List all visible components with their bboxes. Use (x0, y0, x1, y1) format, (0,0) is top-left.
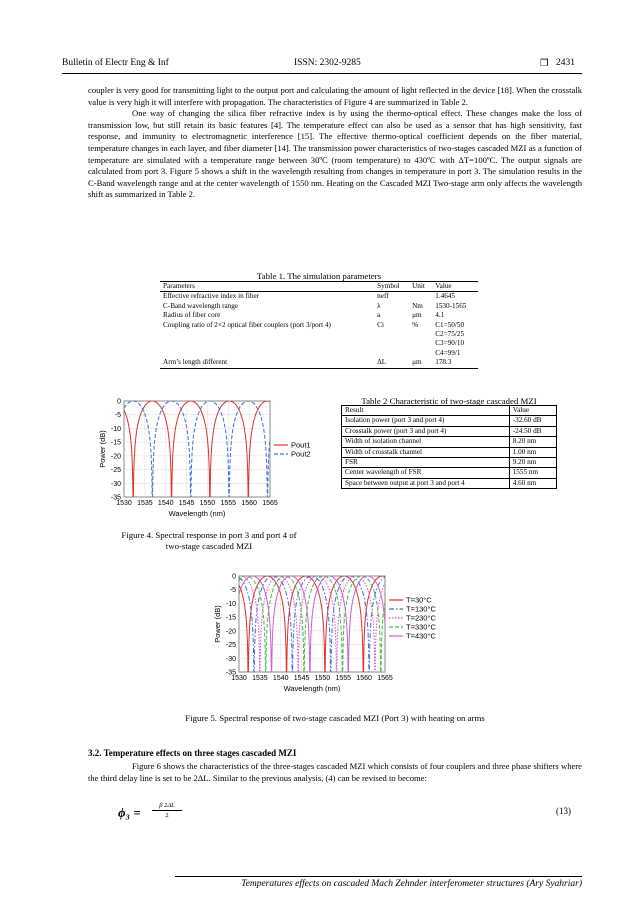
legend-label: T=430°C (406, 631, 436, 641)
table-row (342, 458, 557, 468)
table1-cell: Arm’s length different (163, 358, 228, 367)
table1-header: Symbol (377, 282, 400, 290)
table-row (160, 349, 478, 358)
table1-header: Value (435, 282, 452, 290)
table2-cell: Center wavelength of FSR (342, 468, 510, 478)
table2-cell: Space between output at port 3 and port 4 (342, 478, 510, 488)
figure4-chart (90, 395, 330, 525)
table2-cell: Width of crosstalk channel (342, 447, 510, 457)
equation-numerator: β 2ΔL (152, 802, 182, 811)
table-row (160, 311, 478, 320)
figure5-caption: Figure 5. Spectral response of two-stage cascaded MZI (Port 3) with heating on arms (185, 713, 485, 723)
table1-cell (374, 330, 409, 339)
x-tick-label: 1535 (137, 500, 153, 507)
table2-cell: 1.00 nm (509, 447, 556, 457)
figure4 (90, 395, 330, 530)
y-tick-label: -15 (225, 614, 236, 622)
table1-cell (409, 339, 432, 348)
table1-cell: neff (377, 292, 389, 301)
y-tick-label: -35 (225, 669, 236, 677)
table-row (342, 437, 557, 447)
equation-number: (13) (556, 806, 571, 816)
table-row (160, 330, 478, 339)
header-rule (62, 73, 582, 74)
y-tick-label: 0 (232, 573, 236, 581)
legend-label: Pout1 (291, 440, 311, 450)
journal-name: Bulletin of Electr Eng & Inf (62, 58, 169, 68)
y-tick-label: -5 (114, 412, 121, 420)
table1-cell (374, 339, 409, 348)
legend-label: T=330°C (406, 622, 436, 632)
table-row (342, 426, 557, 436)
x-tick-label: 1555 (220, 500, 237, 507)
table1-cell (160, 339, 374, 348)
table-row (160, 292, 478, 302)
table1-cell: C3=90/10 (435, 339, 465, 348)
table2 (341, 405, 557, 489)
paragraph-3: Figure 6 shows the characteristics of the three-stages cascaded MZI which consists of four couplers and three phase shifters where the third delay line is set to be 2ΔL. Similar to the previous analysis, (4) can be revised to become: (88, 761, 582, 783)
table2-cell: -24.50 dB (509, 426, 556, 436)
table1-cell: Nm (412, 301, 423, 310)
table1-cell: 178.3 (435, 358, 452, 367)
equation-denominator: 2 (165, 812, 169, 819)
table2-cell: Isolation power (port 3 and port 4) (342, 416, 510, 426)
table1-cell: 4.1 (435, 311, 445, 320)
table1-cell: 1.4645 (435, 292, 455, 301)
box-icon: ❒ (540, 59, 549, 69)
figure4-caption-line1: Figure 4. Spectral response in port 3 and port 4 of (121, 530, 297, 540)
table1-cell: Radius of fiber core (163, 311, 221, 320)
legend-label: T=30°C (406, 595, 432, 605)
x-tick-label: 1540 (157, 500, 174, 507)
table1-cell (409, 292, 432, 302)
table1-cell: Ci (377, 320, 384, 329)
page-number: 2431 (556, 58, 575, 68)
table2-cell: -32.60 dB (509, 416, 556, 426)
table1-cell (374, 349, 409, 358)
table2-cell: 4.60 nm (509, 478, 556, 488)
x-tick-label: 1550 (314, 675, 331, 682)
legend-label: T=130°C (406, 604, 436, 614)
table1-cell (409, 349, 432, 358)
x-tick-label: 1545 (293, 675, 310, 682)
x-tick-label: 1555 (335, 675, 352, 682)
paragraph-1: coupler is very good for transmitting light to the output port and calculating the amount of light reflected in the device [18]. When the crosstalk value is very high it will interfere with propagation. The characteristics of Figure 4 are summarized in Table 2. (88, 85, 582, 107)
y-tick-label: -25 (225, 642, 236, 650)
table1-cell: C2=75/25 (435, 330, 465, 339)
issn: ISSN: 2302-9285 (294, 58, 361, 68)
table-row (342, 447, 557, 457)
x-tick-label: 1560 (356, 675, 372, 682)
table1-cell: % (412, 320, 419, 329)
table-row (342, 478, 557, 488)
table2-header: Value (509, 406, 556, 416)
table2-cell: 9.20 nm (509, 458, 556, 468)
section-title: 3.2. Temperature effects on three stages cascaded MZI (88, 748, 297, 758)
y-tick-label: -5 (229, 587, 236, 595)
table2-header-row (342, 406, 557, 416)
table-row (342, 468, 557, 478)
x-axis-label: Wavelength (nm) (168, 509, 226, 518)
y-tick-label: -20 (110, 453, 121, 461)
table1-cell: μm (412, 358, 422, 367)
table2-cell: 8.20 nm (509, 437, 556, 447)
footer-rule (175, 876, 582, 877)
y-tick-label: 0 (117, 398, 121, 406)
page-footer: Temperatures effects on cascaded Mach Zehnder interferometer structures (Ary Syahriar) (241, 879, 582, 889)
figure4-caption (96, 530, 322, 552)
table1-cell: Effective refractive index in fiber (163, 292, 260, 301)
figure4-caption-line2: two-stage cascaded MZI (165, 541, 253, 551)
x-tick-label: 1530 (116, 500, 132, 507)
x-tick-label: 1550 (199, 500, 216, 507)
table-row (160, 302, 478, 311)
y-tick-label: -15 (110, 439, 121, 447)
x-tick-label: 1540 (272, 675, 289, 682)
table1-cell (409, 330, 432, 339)
legend-label: Pout2 (291, 449, 311, 459)
table1-cell (160, 349, 374, 358)
body-text (88, 85, 582, 201)
x-tick-label: 1560 (241, 500, 257, 507)
table1-cell: ΔL (377, 358, 387, 367)
table-row (160, 321, 478, 330)
y-axis-label: Power (dB) (98, 430, 107, 468)
y-tick-label: -35 (110, 494, 121, 502)
x-tick-label: 1535 (252, 675, 268, 682)
table1-header: Parameters (163, 282, 195, 290)
table2-cell: 1555 nm (509, 468, 556, 478)
y-tick-label: -10 (110, 425, 121, 433)
y-tick-label: -30 (110, 480, 121, 488)
table1-header: Unit (412, 282, 425, 290)
table1-cell: C1=50/50 (435, 320, 465, 329)
figure5 (205, 568, 455, 705)
x-axis-label: Wavelength (nm) (283, 684, 341, 693)
table2-header: Result (342, 406, 510, 416)
equation-lhs: ϕ₃ = (118, 805, 141, 820)
table1-cell: 1530-1565 (435, 301, 467, 310)
table2-cell: Crosstalk power (port 3 and port 4) (342, 426, 510, 436)
y-tick-label: -10 (225, 600, 236, 608)
table-row (160, 358, 478, 368)
table1-cell: λ (377, 301, 381, 310)
y-axis-label: Power (dB) (213, 605, 222, 643)
x-tick-label: 1530 (231, 675, 247, 682)
page-header (62, 58, 582, 72)
x-tick-label: 1565 (262, 500, 278, 507)
table1-cell: C4=99/1 (435, 348, 461, 357)
paragraph-2: One way of changing the silica fiber refractive index is by using the thermo-optical effect. These changes make the loss of transmission low, but still retain its basic features [4]. The temperature effect can also be used as a sensor that has high sensitivity, fast response, and immunity to electromagnetic interference [15]. The effective thermo-optical coefficient depends on the fiber material, temperature changes in each layer, and fiber diameter [14]. The transmission power characteristics of two-stages cascaded MZI as a function of temperature are simulated with a temperature range between 30ºC (room temperature) to 430ºC with ΔT=100ºC. The output signals are calculated from port 3. Figure 5 shows a shift in the wavelength resulting from changes in temperature in port 3. The simulation results in the C-Band wavelength range and at the center wavelength of 1550 nm. Heating on the Cascaded MZI Two-stage arm only affects the wavelength shift as summarized in Table 2. (88, 108, 582, 200)
table1-caption: Table 1. The simulation parameters (256, 271, 382, 281)
legend-label: T=230°C (406, 613, 436, 623)
table1-cell: C-Band wavelength range (163, 301, 239, 310)
table1-cell: μm (412, 311, 422, 320)
table1-cell: a (377, 311, 381, 320)
table2-caption: Table 2 Characteristic of two-stage cascaded MZI (361, 396, 537, 406)
x-tick-label: 1565 (377, 675, 393, 682)
y-tick-label: -25 (110, 467, 121, 475)
table-row (160, 339, 478, 348)
x-tick-label: 1545 (178, 500, 195, 507)
table2-cell: Width of isolation channel (342, 437, 510, 447)
table1-cell: Coupling ratio of 2×2 optical fiber couplers (port 3/port 4) (163, 320, 331, 329)
table2-cell: FSR (342, 458, 510, 468)
figure5-chart (205, 568, 455, 700)
table1-header-row (160, 282, 478, 292)
table1-cell (160, 330, 374, 339)
y-tick-label: -30 (225, 655, 236, 663)
table1 (160, 281, 478, 369)
body-text-2 (88, 761, 582, 784)
table-row (342, 416, 557, 426)
y-tick-label: -20 (225, 628, 236, 636)
